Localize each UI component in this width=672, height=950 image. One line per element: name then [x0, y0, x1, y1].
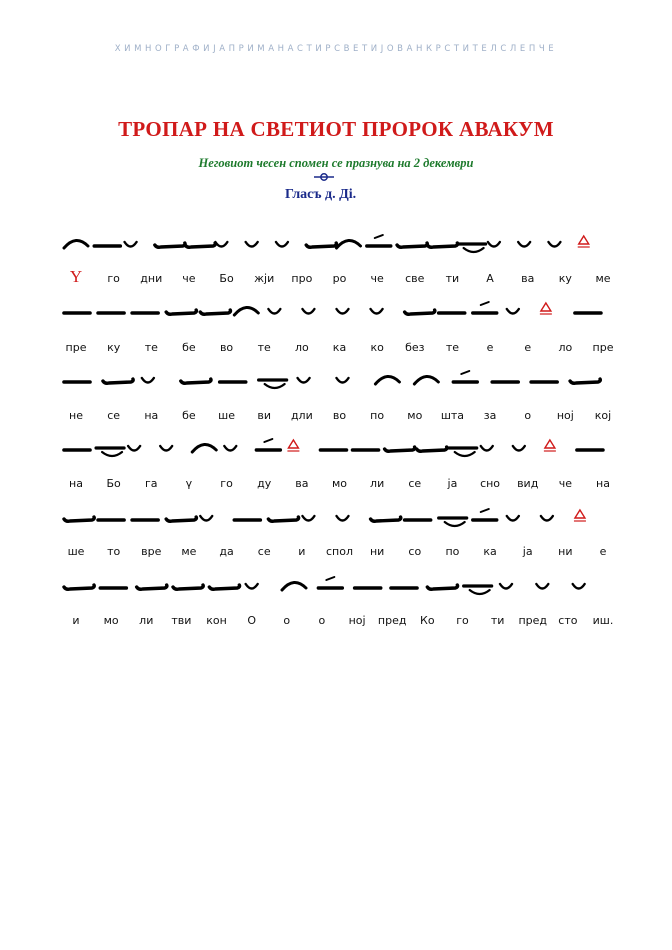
neume-row-svg	[60, 293, 615, 327]
apostrophos-neume	[518, 242, 530, 247]
oligon-neume	[166, 517, 196, 521]
neume-row-svg	[60, 568, 615, 602]
neume-row-svg	[60, 500, 615, 534]
syllable: че	[558, 477, 572, 490]
initial-letter: Ү	[69, 267, 83, 286]
syllable: е	[599, 545, 607, 558]
oligon-neume	[427, 243, 457, 247]
apostrophos-neume	[513, 446, 525, 451]
syllable: се	[107, 409, 121, 422]
syllable: сто	[558, 614, 578, 627]
petaste-neume	[473, 509, 497, 520]
syllable: на	[69, 477, 83, 490]
syllable: ко	[370, 341, 384, 354]
apostrophos-neume	[507, 309, 519, 314]
arch-neume	[414, 376, 438, 384]
apostrophos-neume	[548, 242, 560, 247]
syllable: без	[405, 341, 425, 354]
syllable: се	[408, 477, 422, 490]
syllable: га	[145, 477, 158, 490]
apostrophos-neume	[337, 309, 349, 314]
tone-label: Гласъ д. Ді.	[285, 187, 357, 202]
syllable: кој	[594, 409, 612, 422]
syllable: ме	[595, 272, 611, 285]
bow-neume	[464, 586, 492, 594]
oligon-neume	[173, 585, 203, 589]
syllable: ү	[185, 477, 193, 490]
syllable: и	[298, 545, 306, 558]
apostrophos-neume	[302, 516, 314, 521]
syllable: вре	[141, 545, 162, 558]
apostrophos-neume	[125, 242, 137, 247]
syllable: по	[370, 409, 385, 422]
syllable: кон	[206, 614, 227, 627]
oligon-neume	[427, 585, 457, 589]
bow-neume	[449, 448, 477, 456]
lyric-line	[58, 477, 618, 495]
neume-row-svg	[60, 430, 615, 464]
fthora-mark	[287, 440, 299, 451]
apostrophos-neume	[268, 309, 280, 314]
header-line: ХИМНОГРАФИЈАПРИМАНАСТИРСВЕТИЈОВАНКРСТИТЕЛСЛЕПЧЕ	[114, 44, 558, 54]
apostrophos-neume	[500, 584, 512, 589]
page-title: ТРОПАР НА СВЕТИОТ ПРОРОК АВАКУМ	[118, 117, 554, 141]
apostrophos-neume	[541, 516, 553, 521]
oligon-neume	[181, 379, 211, 383]
syllable: ку	[107, 341, 121, 354]
syllable: ше	[218, 409, 235, 422]
syllable: ти	[445, 272, 460, 285]
neume-line	[60, 430, 615, 464]
oligon-neume	[371, 517, 401, 521]
syllable: сно	[480, 477, 501, 490]
oligon-neume	[64, 517, 94, 521]
lyric-line	[58, 614, 618, 632]
syllable: го	[456, 614, 469, 627]
oligon-neume	[570, 379, 600, 383]
syllable: иш.	[592, 614, 614, 627]
oligon-neume	[306, 243, 336, 247]
syllable: ро	[332, 272, 347, 285]
syllable: по	[445, 545, 460, 558]
page-subtitle: Неговиот чесен спомен се празнува на 2 декември	[198, 156, 474, 170]
syllable: спол	[325, 545, 354, 558]
petaste-neume	[318, 577, 342, 588]
syllable: пред	[518, 614, 547, 627]
syllable: ни	[369, 545, 385, 558]
apostrophos-neume	[488, 242, 500, 247]
neume-line	[60, 568, 615, 602]
syllable: про	[291, 272, 313, 285]
syllable: се	[257, 545, 271, 558]
syllable: ној	[556, 409, 574, 422]
syllable: да	[219, 545, 234, 558]
syllable: ку	[558, 272, 572, 285]
syllable: ни	[558, 545, 573, 558]
apostrophos-neume	[224, 446, 236, 451]
apostrophos-neume	[200, 516, 212, 521]
syllable: бе	[182, 341, 196, 354]
oligon-neume	[417, 447, 447, 451]
syllable: е	[524, 341, 532, 354]
petaste-neume	[367, 235, 391, 246]
syllable: А	[486, 272, 494, 285]
apostrophos-neume	[298, 378, 310, 383]
syllable: на	[596, 477, 610, 490]
syllable: на	[144, 409, 159, 422]
fthora-mark	[574, 510, 586, 521]
lyric-line	[58, 341, 618, 359]
syllable: за	[483, 409, 497, 422]
petaste-neume	[473, 302, 497, 313]
lyric-line	[58, 267, 618, 290]
arch-neume	[234, 307, 258, 315]
syllable: ној	[348, 614, 366, 627]
syllable: шта	[440, 409, 465, 422]
neume-line	[60, 500, 615, 534]
syllable: О	[247, 614, 256, 627]
syllable: вид	[517, 477, 539, 490]
syllable: мо	[407, 409, 423, 422]
apostrophos-neume	[507, 516, 519, 521]
neume-row-svg	[60, 362, 615, 396]
syllable: е	[486, 341, 494, 354]
apostrophos-neume	[246, 584, 258, 589]
neume-line	[60, 293, 615, 327]
syllable: ли	[370, 477, 385, 490]
syllable: ја	[522, 545, 533, 558]
syllable: Ко	[420, 614, 435, 627]
apostrophos-neume	[337, 516, 349, 521]
apostrophos-neume	[371, 309, 383, 314]
syllable: о	[524, 409, 532, 422]
apostrophos-neume	[536, 584, 548, 589]
syllable: те	[257, 341, 271, 354]
apostrophos-neume	[160, 446, 172, 451]
syllable: пре	[592, 341, 614, 354]
syllable: Бо	[219, 272, 234, 285]
syllable: тви	[171, 614, 192, 627]
arch-neume	[375, 376, 399, 384]
syllable: ва	[295, 477, 309, 490]
fthora-mark	[544, 440, 556, 451]
oligon-neume	[155, 243, 185, 247]
syllable: те	[144, 341, 158, 354]
syllable: го	[220, 477, 233, 490]
syllable: жји	[254, 272, 275, 285]
lyric-line	[58, 409, 618, 427]
syllable: и	[72, 614, 80, 627]
syllable: све	[405, 272, 425, 285]
bow-neume	[439, 518, 467, 526]
apostrophos-neume	[128, 446, 140, 451]
syllable: го	[107, 272, 120, 285]
bow-neume	[96, 448, 124, 456]
syllable: ја	[447, 477, 458, 490]
tone-ornament-icon	[313, 170, 335, 184]
syllable: ше	[67, 545, 85, 558]
arch-neume	[337, 240, 361, 248]
syllable: то	[107, 545, 121, 558]
oligon-neume	[200, 310, 230, 314]
apostrophos-neume	[142, 378, 154, 383]
neume-row-svg	[60, 226, 615, 260]
syllable: че	[370, 272, 384, 285]
oligon-neume	[185, 243, 215, 247]
syllable: мо	[331, 477, 348, 490]
syllable: во	[219, 341, 234, 354]
apostrophos-neume	[302, 309, 314, 314]
syllable: пре	[65, 341, 87, 354]
syllable: ви	[257, 409, 272, 422]
syllable: ва	[521, 272, 535, 285]
petaste-neume	[256, 439, 280, 450]
oligon-neume	[103, 379, 133, 383]
syllable: ду	[257, 477, 272, 490]
arch-neume	[282, 582, 306, 590]
lyric-line	[58, 545, 618, 563]
syllable: мо	[103, 614, 119, 627]
syllable: Бо	[106, 477, 121, 490]
syllable: во	[332, 409, 347, 422]
syllable: ка	[483, 545, 497, 558]
syllable: ло	[294, 341, 309, 354]
syllable: бе	[182, 409, 196, 422]
syllable: ка	[332, 341, 347, 354]
oligon-neume	[397, 243, 427, 247]
apostrophos-neume	[246, 242, 258, 247]
syllable: ло	[558, 341, 573, 354]
oligon-neume	[385, 447, 415, 451]
fthora-mark	[540, 303, 552, 314]
syllable: не	[69, 409, 83, 422]
syllable: ме	[181, 545, 197, 558]
neume-line	[60, 226, 615, 260]
bow-neume	[458, 244, 486, 252]
syllable: о	[318, 614, 326, 627]
syllable: со	[408, 545, 422, 558]
syllable: дли	[290, 409, 313, 422]
apostrophos-neume	[481, 446, 493, 451]
syllable: о	[283, 614, 291, 627]
petaste-neume	[453, 371, 477, 382]
oligon-neume	[405, 310, 435, 314]
arch-neume	[64, 240, 88, 248]
oligon-neume	[166, 310, 196, 314]
oligon-neume	[137, 585, 167, 589]
syllable: те	[445, 341, 460, 354]
syllable: дни	[140, 272, 163, 285]
arch-neume	[192, 444, 216, 452]
syllable: ти	[490, 614, 505, 627]
syllable: че	[182, 272, 196, 285]
oligon-neume	[209, 585, 239, 589]
syllable: ли	[139, 614, 154, 627]
fthora-mark	[578, 236, 590, 247]
oligon-neume	[64, 585, 94, 589]
apostrophos-neume	[276, 242, 288, 247]
bow-neume	[259, 380, 287, 388]
syllable: пред	[377, 614, 407, 627]
apostrophos-neume	[337, 378, 349, 383]
apostrophos-neume	[573, 584, 585, 589]
neume-line	[60, 362, 615, 396]
apostrophos-neume	[215, 242, 227, 247]
oligon-neume	[268, 517, 298, 521]
